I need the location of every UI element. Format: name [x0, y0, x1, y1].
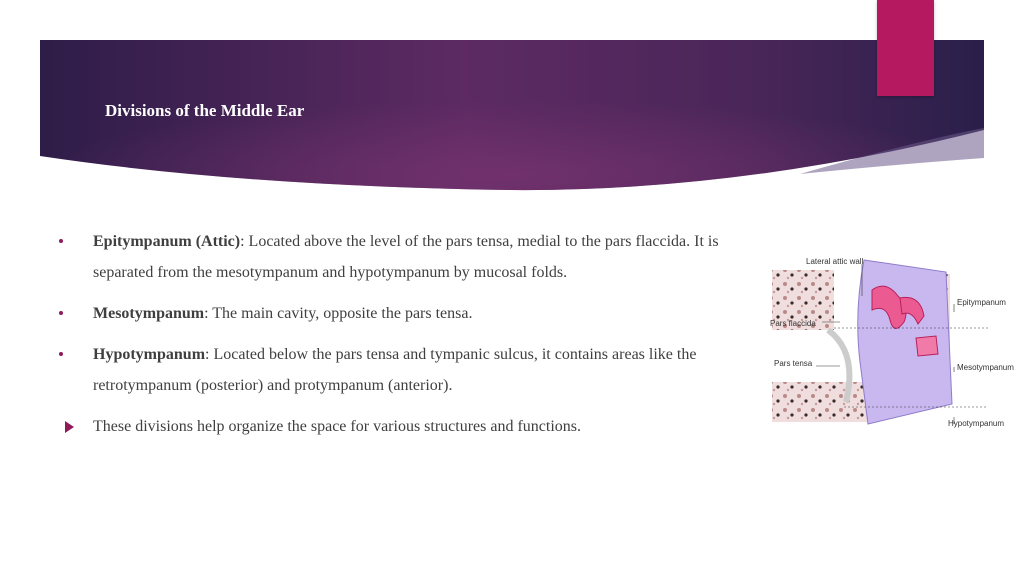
- text-hypotympanum: : Located below the pars tensa and tympanic sulcus, it contains areas like the retrotympanum (posterior) and protympanum (anterior).: [93, 346, 697, 394]
- middle-ear-diagram: [768, 252, 1020, 432]
- stapes: [916, 336, 938, 356]
- term-epitympanum: Epitympanum (Attic): [93, 233, 241, 250]
- label-mesotympanum: Mesotympanum: [957, 363, 1014, 372]
- label-lateral-attic-wall: Lateral attic wall: [806, 257, 864, 266]
- term-hypotympanum: Hypotympanum: [93, 346, 206, 363]
- tympanic-cavity: [858, 260, 952, 424]
- term-mesotympanum: Mesotympanum: [93, 305, 205, 322]
- arrow-bullet-icon: [65, 421, 74, 433]
- text-epitympanum: : Located above the level of the pars tensa, medial to the pars flaccida. It is separated from the mesotympanum and hypotympanum by mucosal folds.: [93, 233, 719, 281]
- label-pars-flaccida: Pars flaccida: [770, 319, 816, 328]
- text-mesotympanum: : The main cavity, opposite the pars tensa.: [204, 305, 473, 322]
- bullet-summary: [58, 411, 758, 442]
- bone-tissue-lower-left: [772, 382, 867, 422]
- label-epitympanum: Epitympanum: [957, 298, 1006, 307]
- bullet-dot-icon: [59, 311, 63, 315]
- bullet-hypotympanum: [58, 339, 758, 401]
- bullet-dot-icon: [59, 239, 63, 243]
- bullet-mesotympanum: [58, 298, 758, 329]
- slide-title: Divisions of the Middle Ear: [105, 101, 305, 120]
- bullet-dot-icon: [59, 352, 63, 356]
- label-pars-tensa: Pars tensa: [774, 359, 813, 368]
- bullet-epitympanum: [58, 226, 758, 288]
- label-hypotympanum: Hypotympanum: [948, 419, 1005, 428]
- accent-tab: [877, 0, 934, 96]
- bullet-list: [58, 226, 758, 452]
- text-summary: These divisions help organize the space for various structures and functions.: [93, 418, 582, 435]
